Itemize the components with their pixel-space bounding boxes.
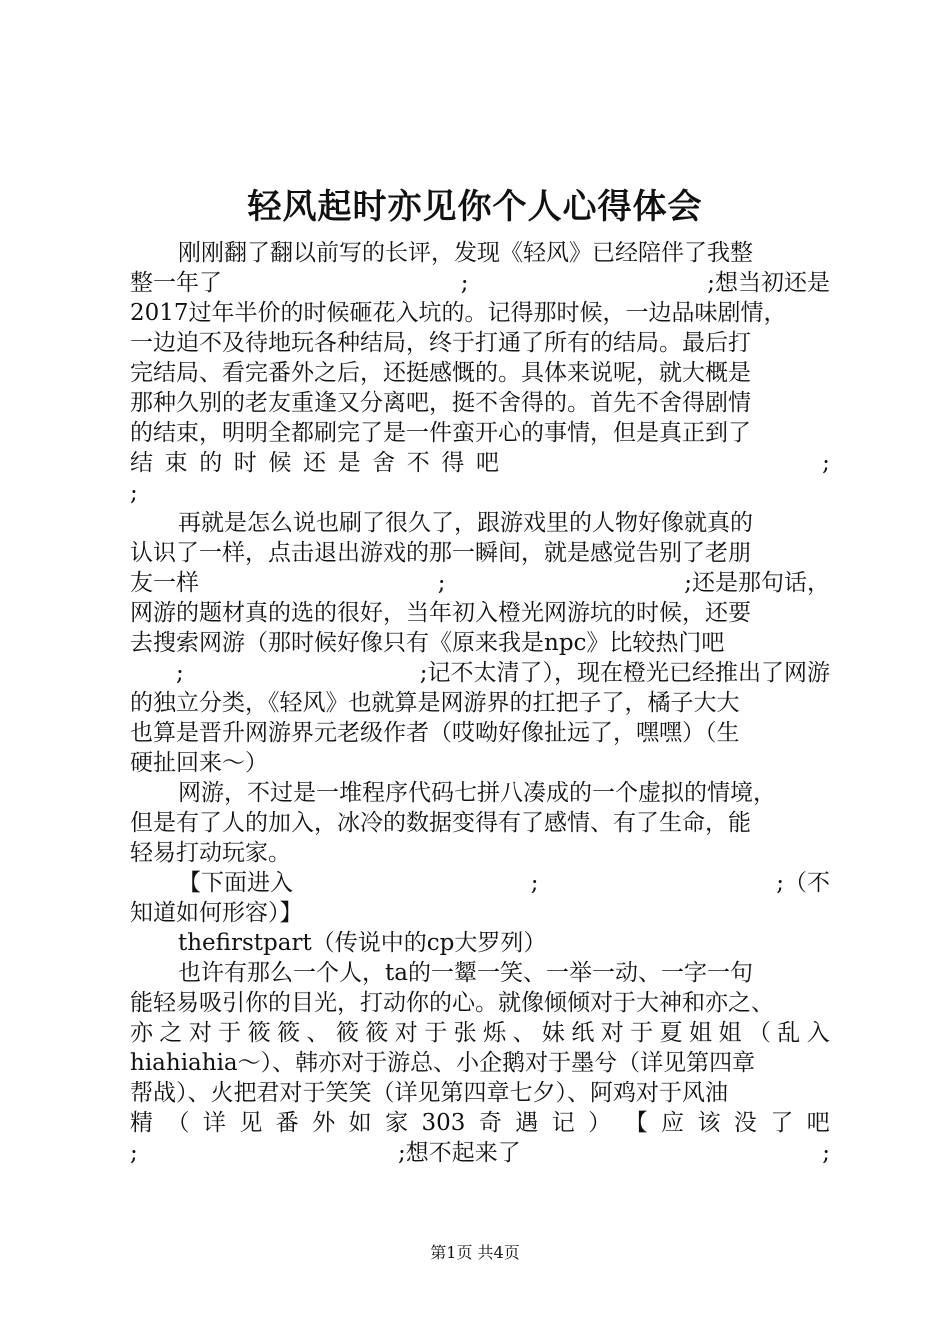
- text-line: 硬扯回来～）: [130, 750, 268, 776]
- text-segment: ;: [176, 660, 184, 686]
- text-segment: 筱: [335, 1020, 359, 1046]
- text-segment: 结: [130, 450, 153, 476]
- text-segment: 吧: [475, 450, 499, 476]
- text-line: [130, 1018, 830, 1048]
- text-line: 轻易打动玩家。: [130, 840, 291, 866]
- text-segment: ;记不太清了），现在橙光已经推出了网游: [419, 660, 830, 686]
- text-line: 的结束，明明全都刷完了是一件蛮开心的事情，但是真正到了: [130, 420, 751, 446]
- text-line: [130, 268, 830, 298]
- text-segment: 该: [697, 1110, 721, 1136]
- text-line: 帮战）、火把君对于笑笑（详见第四章七夕）、阿鸡对于风油: [130, 1080, 728, 1106]
- text-line: 一边迫不及待地玩各种结局，终于打通了所有的结局。最后打: [130, 330, 751, 356]
- text-segment: 见: [239, 1110, 263, 1136]
- text-segment: 整一年了: [130, 270, 222, 296]
- text-segment: ;: [130, 1140, 138, 1166]
- text-segment: 友一样: [130, 570, 199, 596]
- text-line: [130, 1108, 830, 1138]
- text-segment: ;: [437, 570, 446, 596]
- text-segment: ;（不: [776, 870, 830, 896]
- text-line: [130, 568, 830, 598]
- text-line: 也许有那么一个人，ta的一颦一笑、一举一动、一字一句: [178, 960, 753, 986]
- text-segment: 对: [394, 1020, 418, 1046]
- text-segment: ）: [588, 1110, 612, 1136]
- text-segment: 束: [164, 450, 188, 476]
- text-segment: 详: [202, 1110, 226, 1136]
- text-segment: 筱: [277, 1020, 301, 1046]
- document-body: [130, 238, 830, 1168]
- text-line: [130, 448, 830, 478]
- text-segment: 吧: [806, 1110, 830, 1136]
- document-title: 轻风起时亦见你个人心得体会: [247, 187, 703, 227]
- text-segment: 入: [806, 1020, 830, 1046]
- text-segment: 精: [130, 1110, 153, 1136]
- text-segment: ;想当初还是: [707, 270, 830, 296]
- text-line: 网游的题材真的选的很好，当年初入橙光网游坑的时候，还要: [130, 600, 751, 626]
- text-segment: 记: [551, 1110, 575, 1136]
- text-segment: 还: [302, 450, 326, 476]
- text-segment: 【: [624, 1110, 648, 1136]
- text-segment: 筱: [247, 1020, 271, 1046]
- text-segment: ;还是那句话，: [684, 570, 830, 596]
- text-segment: 应: [661, 1110, 685, 1136]
- text-segment: 于: [630, 1020, 654, 1046]
- text-segment: 不: [406, 450, 430, 476]
- page-footer: 第1页 共4页: [430, 1243, 520, 1262]
- text-segment: 张: [453, 1020, 477, 1046]
- text-line: 网游，不过是一堆程序代码七拼八凑成的一个虚拟的情境，: [178, 780, 776, 806]
- text-line: 2017过年半价的时候砸花入坑的。记得那时候，一边品味剧情，: [130, 300, 787, 326]
- text-segment: 了: [770, 1110, 794, 1136]
- text-segment: 乱: [777, 1020, 801, 1046]
- text-segment: [511, 448, 811, 478]
- text-line: [130, 658, 830, 688]
- text-segment: ;: [822, 1140, 830, 1166]
- text-segment: 是: [337, 450, 361, 476]
- text-line: [130, 868, 830, 898]
- text-segment: 对: [188, 1020, 212, 1046]
- text-segment: 奇: [478, 1110, 502, 1136]
- text-segment: 姐: [718, 1020, 742, 1046]
- text-line: thefirstpart（传说中的cp大罗列）: [178, 930, 547, 956]
- text-segment: 候: [268, 450, 292, 476]
- text-segment: 外: [312, 1110, 336, 1136]
- text-line: ;: [130, 480, 138, 506]
- text-line: 那种久别的老友重逢又分离吧，挺不舍得的。首先不舍得剧情: [130, 390, 751, 416]
- text-segment: ;想不起来了: [398, 1140, 521, 1166]
- text-line: 的独立分类，《轻风》也就算是网游界的扛把子了，橘子大大: [130, 690, 740, 716]
- text-segment: 没: [733, 1110, 757, 1136]
- text-segment: 家: [385, 1110, 409, 1136]
- text-segment: 筱: [365, 1020, 389, 1046]
- text-segment: 姐: [689, 1020, 713, 1046]
- text-segment: 之: [159, 1020, 183, 1046]
- text-segment: 时: [233, 450, 257, 476]
- text-segment: 番: [275, 1110, 299, 1136]
- text-segment: （: [747, 1020, 771, 1046]
- text-segment: 得: [441, 450, 465, 476]
- text-segment: 、: [512, 1020, 536, 1046]
- text-line: 再就是怎么说也刷了很久了，跟游戏里的人物好像就真的: [178, 510, 753, 536]
- text-segment: 烁: [483, 1020, 507, 1046]
- text-segment: （: [166, 1110, 190, 1136]
- text-segment: ;: [530, 870, 539, 896]
- text-segment: 纸: [571, 1020, 595, 1046]
- text-segment: 对: [600, 1020, 624, 1046]
- text-segment: 如: [348, 1110, 372, 1136]
- text-segment: 【下面进入: [178, 870, 293, 896]
- text-segment: 舍: [372, 450, 396, 476]
- text-segment: 于: [424, 1020, 448, 1046]
- text-line: 认识了一样，点击退出游戏的那一瞬间，就是感觉告别了老朋: [130, 540, 751, 566]
- text-segment: 亦: [130, 1020, 153, 1046]
- text-line: 但是有了人的加入，冰冷的数据变得有了感情、有了生命，能: [130, 810, 751, 836]
- text-segment: 303: [421, 1110, 466, 1136]
- text-segment: 的: [199, 450, 223, 476]
- text-segment: 夏: [659, 1020, 683, 1046]
- text-line: 也算是晋升网游界元老级作者（哎呦好像扯远了，嘿嘿）（生: [130, 720, 740, 746]
- text-line: 刚刚翻了翻以前写的长评，发现《轻风》已经陪伴了我整: [178, 240, 753, 266]
- text-line: [130, 1138, 830, 1168]
- text-segment: ;: [822, 450, 830, 476]
- text-line: 完结局、看完番外之后，还挺感慨的。具体来说呢，就大概是: [130, 360, 751, 386]
- text-segment: 于: [218, 1020, 242, 1046]
- text-segment: 、: [306, 1020, 330, 1046]
- text-segment: 妹: [541, 1020, 565, 1046]
- text-segment: ;: [460, 270, 469, 296]
- text-segment: 遇: [515, 1110, 539, 1136]
- text-line: 去搜索网游（那时候好像只有《原来我是npc》比较热门吧: [130, 630, 725, 656]
- text-line: 能轻易吸引你的目光，打动你的心。就像倾倾对于大神和亦之、: [130, 990, 774, 1016]
- text-line: hiahiahia～）、韩亦对于游总、小企鹅对于墨兮（详见第四章: [130, 1050, 756, 1076]
- text-line: 知道如何形容）】: [130, 900, 303, 926]
